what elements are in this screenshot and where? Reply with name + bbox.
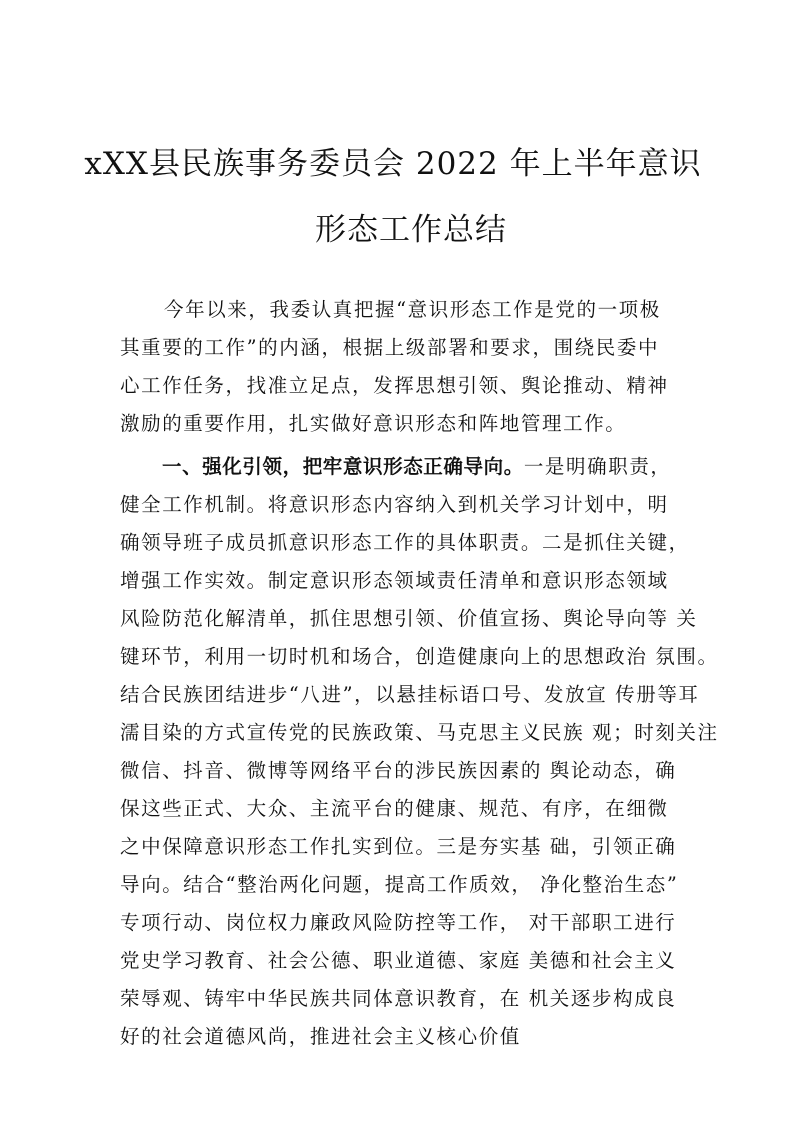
paragraph-line: 确领导班子成员抓意识形态工作的具体职责。二是抓住关键， (120, 531, 690, 554)
paragraph-line: 心工作任务，找准立足点，发挥思想引领、舆论推动、精神 (120, 374, 669, 397)
section-1-heading: 一、强化引领，把牢意识形态正确导向。 (162, 455, 524, 478)
paragraph-line: 其重要的工作”的内涵，根据上级部署和要求，围绕民委中 (120, 336, 660, 359)
paragraph-line: 结合民族团结进步“八进”，以悬挂标语口号、发放宣 传册等耳 (120, 683, 700, 706)
paragraph-line: 党史学习教育、社会公德、职业道德、家庭 美德和社会主义 (120, 949, 677, 972)
paragraph-line: 导向。结合“整治两化问题，提高工作质效， 净化整治生态” (120, 873, 679, 896)
paragraph-line: 荣辱观、铸牢中华民族共同体意识教育，在 机关逐步构成良 (120, 987, 677, 1010)
document-title-line-1: xXX县民族事务委员会 2022 年上半年意识 (84, 146, 702, 182)
paragraph-text: 一是明确职责， (523, 455, 672, 478)
paragraph-line: 微信、抖音、微博等网络平台的涉民族因素的 舆论动态，确 (120, 759, 677, 782)
section-heading-line (162, 451, 672, 479)
paragraph-line: 今年以来，我委认真把握“意识形态工作是党的一项极 (164, 298, 661, 321)
document-title-line-2: 形态工作总结 (315, 212, 507, 248)
paragraph-line: 风险防范化解清单，抓住思想引领、价值宣扬、舆论导向等 关 (120, 607, 698, 630)
paragraph-line: 专项行动、岗位权力廉政风险防控等工作， 对干部职工进行 (120, 911, 677, 934)
paragraph-line: 好的社会道德风尚，推进社会主义核心价值 (120, 1025, 521, 1048)
paragraph-line: 保这些正式、大众、主流平台的健康、规范、有序，在细微 (120, 797, 669, 820)
paragraph-line: 健全工作机制。将意识形态内容纳入到机关学习计划中，明 (120, 493, 669, 516)
paragraph-line: 濡目染的方式宣传党的民族政策、马克思主义民族 观；时刻关注 (120, 721, 719, 744)
paragraph-line: 增强工作实效。制定意识形态领域责任清单和意识形态领域 (120, 569, 669, 592)
paragraph-line: 激励的重要作用，扎实做好意识形态和阵地管理工作。 (120, 412, 627, 435)
paragraph-line: 键环节，利用一切时机和场合，创造健康向上的思想政治 氛围。 (120, 645, 719, 668)
paragraph-line: 之中保障意识形态工作扎实到位。三是夯实基 础，引领正确 (120, 835, 677, 858)
